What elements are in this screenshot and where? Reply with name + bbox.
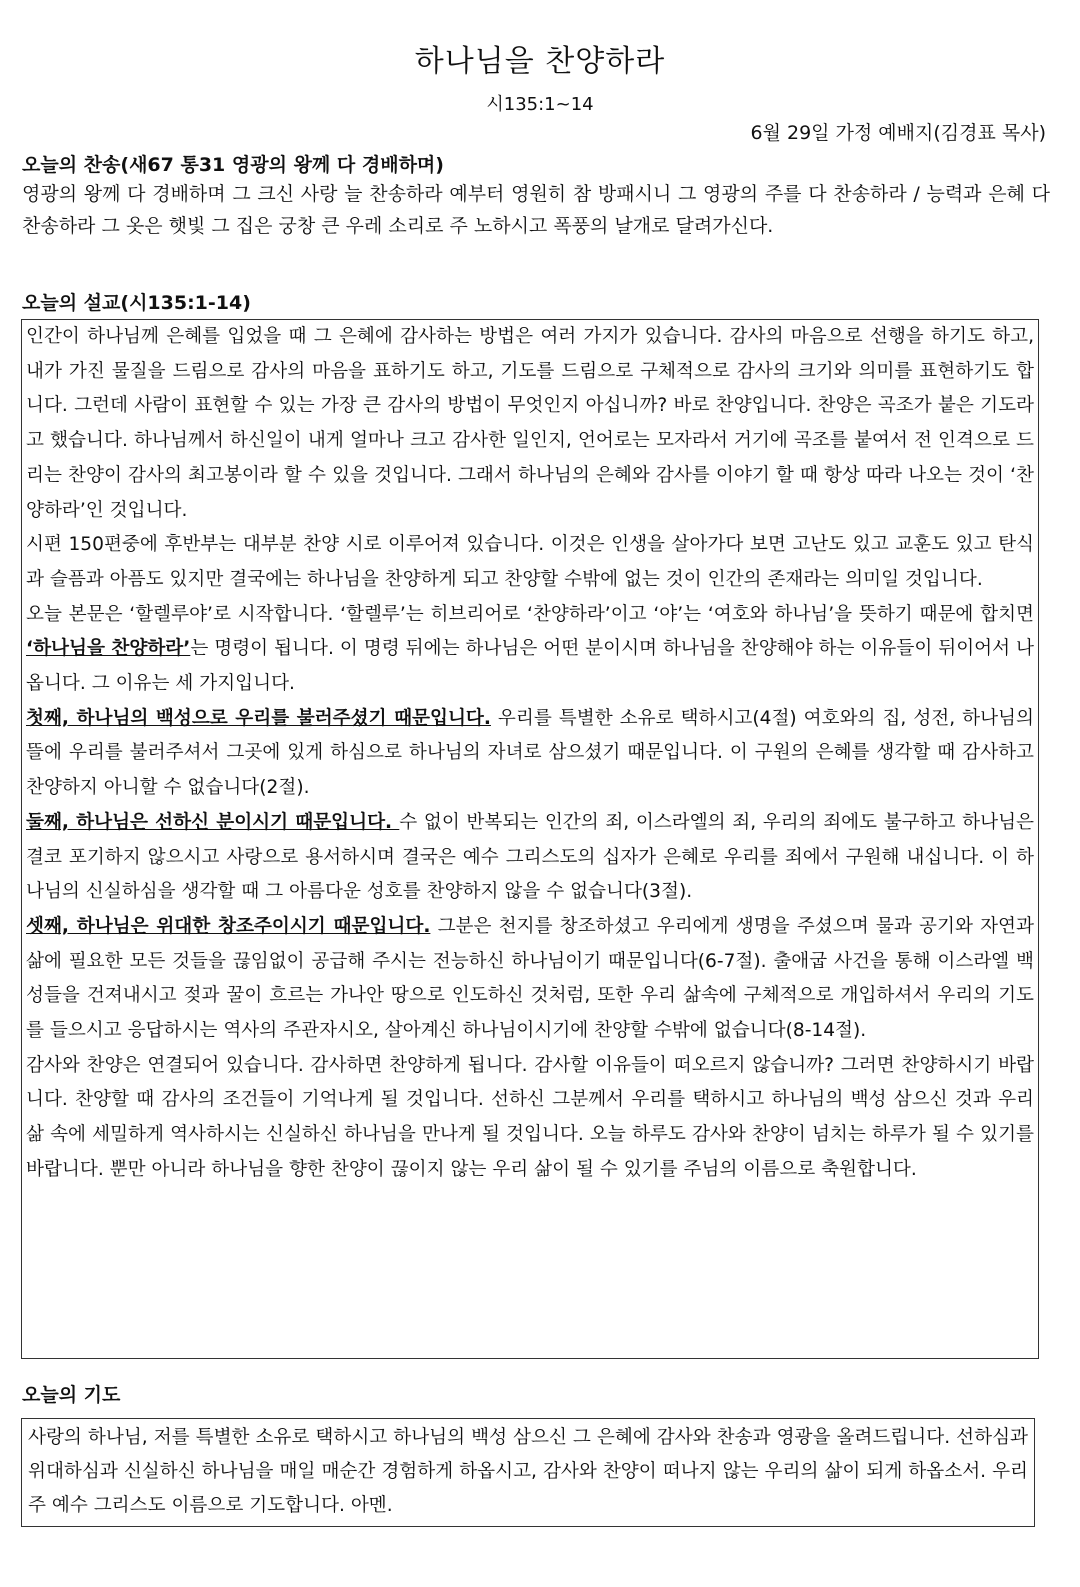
- sermon-box: [21, 319, 1039, 1359]
- prayer-text: 사랑의 하나님, 저를 특별한 소유로 택하시고 하나님의 백성 삼으신 그 은혜에 감사와 찬송과 영광을 올려드립니다. 선하심과 위대하심과 신실하신 하나님을 매일 매순간 경험하게 하옵시고, 감사와 찬양이 떠나지 않는 우리의 삶이 되게 하옵소서. 우리 주 예수 그리스도 이름으로 기도합니다. 아멘.: [28, 1427, 1028, 1516]
- sermon-paragraph: [26, 910, 1034, 1049]
- sermon-paragraph: [26, 702, 1034, 806]
- reason-three-heading: 셋째, 하나님은 위대한 창조주이시기 때문입니다.: [26, 915, 431, 937]
- sermon-paragraph: 인간이 하나님께 은혜를 입었을 때 그 은혜에 감사하는 방법은 여러 가지가 있습니다. 감사의 마음으로 선행을 하기도 하고, 내가 가진 물질을 드림으로 감사의 마음을 표하기도 하고, 기도를 드림으로 구체적으로 감사의 크기와 의미를 표현하기도 합니다. 그런데 사람이 표현할 수 있는 가장 큰 감사의 방법이 무엇인지 아십니까? 바로 찬양입니다. 찬양은 곡조가 붙은 기도라고 했습니다. 하나님께서 하신일이 내게 얼마나 크고 감사한 일인지, 언어로는 모자라서 거기에 곡조를 붙여서 전 인격으로 드리는 찬양이 감사의 최고봉이라 할 수 있을 것입니다. 그래서 하나님의 은혜와 감사를 이야기 할 때 항상 따라 나오는 것이 ‘찬양하라’인 것입니다.: [26, 326, 1034, 521]
- sermon-paragraph: 시편 150편중에 후반부는 대부분 찬양 시로 이루어져 있습니다. 이것은 인생을 살아가다 보면 고난도 있고 교훈도 있고 탄식과 슬픔과 아픔도 있지만 결국에는 하나님을 찬양하게 되고 찬양할 수밖에 없는 것이 인간의 존재라는 의미일 것입니다.: [26, 534, 1034, 590]
- prayer-box: [21, 1418, 1035, 1527]
- date-and-author: 6월 29일 가정 예배지(김경표 목사): [750, 122, 1046, 144]
- reason-two-heading: 둘째, 하나님은 선하신 분이시기 때문입니다.: [26, 811, 400, 833]
- sermon-heading: 오늘의 설교(시135:1-14): [22, 292, 251, 314]
- sermon-text: 수 없이 반복되는 인간의 죄, 이스라엘의 죄, 우리의 죄에도 불구하고 하나님은 결코 포기하지 않으시고 사랑으로 용서하시며 결국은 예수 그리스도의 십자가 은혜로 우리를 죄에서 구원해 내십니다. 이 하나님의 신실하심을 생각할 때 그 아름다운 성호를 찬양하지 않을 수 없습니다(3절).: [26, 811, 1035, 903]
- sermon-text: 는 명령이 됩니다. 이 명령 뒤에는 하나님은 어떤 분이시며 하나님을 찬양해야 하는 이유들이 뒤이어서 나옵니다. 그 이유는 세 가지입니다.: [26, 638, 1034, 695]
- sermon-paragraph: 감사와 찬양은 연결되어 있습니다. 감사하면 찬양하게 됩니다. 감사할 이유들이 떠오르지 않습니까? 그러면 찬양하시기 바랍니다. 찬양할 때 감사의 조건들이 기억나게 될 것입니다. 선하신 그분께서 우리를 택하시고 하나님의 백성 삼으신 것과 우리 삶 속에 세밀하게 역사하시는 신실하신 하나님을 만나게 될 것입니다. 오늘 하루도 감사와 찬양이 넘치는 하루가 될 수 있기를 바랍니다. 뿐만 아니라 하나님을 향한 찬양이 끊이지 않는 우리 삶이 될 수 있기를 주님의 이름으로 축원합니다.: [26, 1054, 1034, 1180]
- sermon-text: 오늘 본문은 ‘할렐루야’로 시작합니다. ‘할렐루’는 히브리어로 ‘찬양하라’이고 ‘야’는 ‘여호와 하나님’을 뜻하기 때문에 합치면: [26, 603, 1034, 625]
- sermon-paragraph: [26, 598, 1034, 702]
- hymn-heading: 오늘의 찬송(새67 통31 영광의 왕께 다 경배하며): [22, 154, 444, 176]
- sermon-text: 그분은 천지를 창조하셨고 우리에게 생명을 주셨으며 물과 공기와 자연과 삶에 필요한 모든 것들을 끊임없이 공급해 주시는 전능하신 하나님이기 때문입니다(6-7절). 출애굽 사건을 통해 이스라엘 백성들을 건져내시고 젖과 꿀이 흐르는 가나안 땅으로 인도하신 것처럼, 또한 우리 삶속에 구체적으로 개입하셔서 우리의 기도를 들으시고 응답하시는 역사의 주관자시오, 살아계신 하나님이시기에 찬양할 수밖에 없습니다(8-14절).: [26, 915, 1034, 1042]
- sermon-emphasis: ‘하나님을 찬양하라’: [26, 638, 191, 660]
- page-title: 하나님을 찬양하라: [414, 44, 666, 79]
- sermon-paragraph: [26, 806, 1034, 910]
- scripture-reference: 시135:1~14: [486, 94, 594, 115]
- reason-one-heading: 첫째, 하나님의 백성으로 우리를 불러주셨기 때문입니다.: [26, 707, 491, 729]
- sermon-text: 우리를 특별한 소유로 택하시고(4절) 여호와의 집, 성전, 하나님의 뜰에 우리를 불러주셔서 그곳에 있게 하심으로 하나님의 자녀로 삼으셨기 때문입니다. 이 구원의 은혜를 생각할 때 감사하고 찬양하지 아니할 수 없습니다(2절).: [26, 707, 1034, 799]
- prayer-heading: 오늘의 기도: [22, 1384, 121, 1406]
- hymn-lyrics: 영광의 왕께 다 경배하며 그 크신 사랑 늘 찬송하라 예부터 영원히 참 방패시니 그 영광의 주를 다 찬송하라 / 능력과 은혜 다 찬송하라 그 옷은 햇빛 그 집은 궁창 큰 우레 소리로 주 노하시고 폭풍의 날개로 달려가신다.: [22, 183, 1050, 237]
